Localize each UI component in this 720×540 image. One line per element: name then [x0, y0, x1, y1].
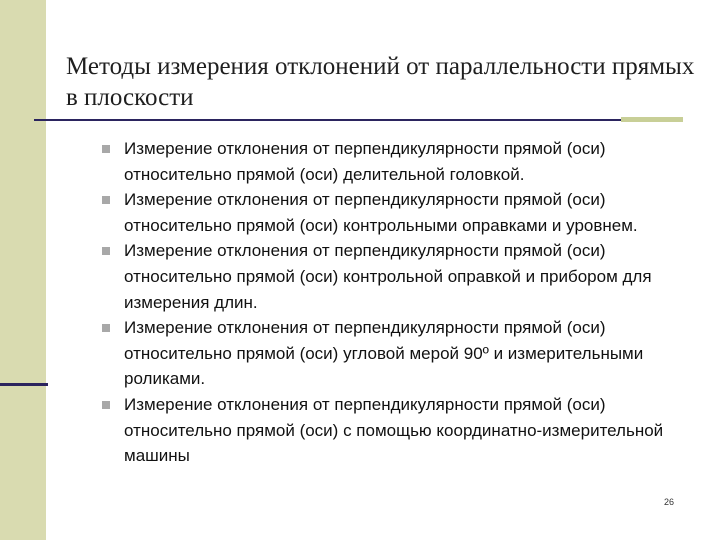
bullet-item — [102, 238, 702, 315]
side-decor-panel — [0, 0, 46, 540]
bullet-item — [102, 392, 702, 469]
square-bullet-icon — [102, 401, 110, 409]
square-bullet-icon — [102, 247, 110, 255]
bullet-text: Измерение отклонения от перпендикулярности прямой (оси) относительно прямой (оси) контрольными оправками и уровнем. — [124, 190, 638, 235]
bullet-item — [102, 315, 702, 392]
bullet-text: Измерение отклонения от перпендикулярности прямой (оси) относительно прямой (оси) делительной головкой. — [124, 139, 606, 184]
bullet-item — [102, 187, 702, 238]
side-decor-divider — [0, 383, 48, 386]
bullet-text: Измерение отклонения от перпендикулярности прямой (оси) относительно прямой (оси) контрольной оправкой и прибором для измерения длин. — [124, 241, 652, 312]
square-bullet-icon — [102, 145, 110, 153]
bullet-item — [102, 136, 702, 187]
title-underline — [34, 119, 621, 121]
title-underline-accent — [621, 117, 683, 122]
bullet-text: Измерение отклонения от перпендикулярности прямой (оси) относительно прямой (оси) с помощью координатно-измерительной машины — [124, 394, 664, 466]
bullet-list — [102, 136, 702, 469]
square-bullet-icon — [102, 196, 110, 204]
square-bullet-icon — [102, 324, 110, 332]
bullet-text: Измерение отклонения от перпендикулярности прямой (оси) относительно прямой (оси) угловой мерой 90º и измерительными роликами. — [124, 318, 644, 389]
page-number: 26 — [664, 497, 675, 507]
slide-title: Методы измерения отклонений от параллельности прямых в плоскости — [66, 53, 695, 111]
